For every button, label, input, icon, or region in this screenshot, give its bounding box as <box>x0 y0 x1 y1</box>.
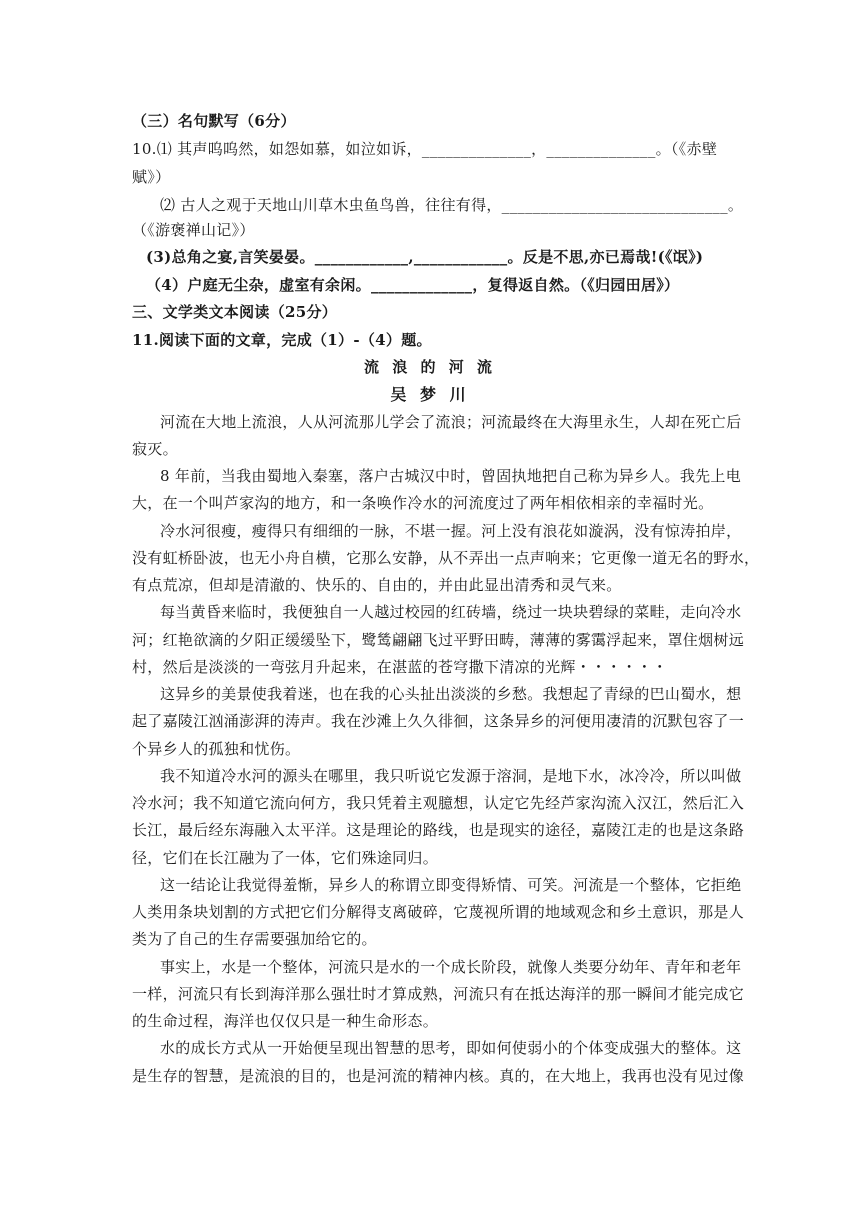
article-line: 这异乡的美景使我着迷，也在我的心头扯出淡淡的乡愁。我想起了青绿的巴山蜀水，想 <box>160 685 742 703</box>
article-line: 冷水河很瘦，瘦得只有细细的一脉，不堪一握。河上没有浪花如漩涡，没有惊涛拍岸， <box>160 522 742 540</box>
question-10-1: 10.⑴ 其声呜呜然，如怨如慕，如泣如诉，______________，______________。（《赤壁 <box>132 140 718 158</box>
article-line: 没有虹桥卧波，也无小舟自横，它那么安静，从不弄出一点声响来；它更像一道无名的野水， <box>132 549 760 567</box>
article-line: 起了嘉陵江汹涌澎湃的涛声。我在沙滩上久久徘徊，这条异乡的河便用凄清的沉默包容了一 <box>132 712 745 730</box>
article-line: 径，它们在长江融为了一体，它们殊途同归。 <box>132 849 439 867</box>
article-line: 河流在大地上流浪，人从河流那儿学会了流浪；河流最终在大海里永生，人却在死亡后 <box>160 413 742 431</box>
question-10-2: ⑵ 古人之观于天地山川草木虫鱼鸟兽，往往有得，_____________________________。 <box>160 196 744 214</box>
article-line: 河；红艳欲滴的夕阳正缓缓坠下，鹭鸶翩翩飞过平野田畴，薄薄的雾霭浮起来，罩住烟树远 <box>132 631 745 649</box>
article-line: 水的成长方式从一开始便呈现出智慧的思考，即如何使弱小的个体变成强大的整体。这 <box>160 1039 742 1057</box>
article-line: 村，然后是淡淡的一弯弦月升起来，在湛蓝的苍穹撒下清凉的光辉・・・・・・ <box>132 658 668 676</box>
article-line: 8 年前，当我由蜀地入秦塞，落户古城汉中时，曾固执地把自己称为异乡人。我先上电 <box>160 467 742 485</box>
part-heading: 三、文学类文本阅读（25分） <box>132 303 338 321</box>
article-line: 这一结论让我觉得羞惭，异乡人的称谓立即变得矫情、可笑。河流是一个整体，它拒绝 <box>160 876 742 894</box>
question-10-1-cont: 赋》） <box>132 168 171 186</box>
article-line: 每当黄昏来临时，我便独自一人越过校园的红砖墙，绕过一块块碧绿的菜畦，走向冷水 <box>160 603 742 621</box>
article-title: 流 浪 的 河 流 <box>364 358 496 376</box>
article-line: 冷水河；我不知道它流向何方，我只凭着主观臆想，认定它先经芦家沟流入汉江，然后汇入 <box>132 794 745 812</box>
question-10-4: （4）户庭无尘杂，虚室有余闲。_____________，复得返自然。（《归园田居》） <box>146 276 680 294</box>
article-line: 长江，最后经东海融入太平洋。这是理论的路线，也是现实的途径，嘉陵江走的也是这条路 <box>132 821 745 839</box>
section-heading: （三）名句默写（6分） <box>132 112 296 130</box>
article-line: 类为了自己的生存需要强加给它的。 <box>132 930 377 948</box>
article-line: 有点荒凉，但却是清澈的、快乐的、自由的，并由此显出清秀和灵气来。 <box>132 576 622 594</box>
question-10-2-cont: （《游褒禅山记》） <box>132 221 255 239</box>
article-line: 事实上，水是一个整体，河流只是水的一个成长阶段，就像人类要分幼年、青年和老年 <box>160 958 742 976</box>
article-line: 我不知道冷水河的源头在哪里，我只听说它发源于溶洞，是地下水，冰冷冷，所以叫做 <box>160 767 742 785</box>
article-line: 的生命过程，海洋也仅仅只是一种生命形态。 <box>132 1012 439 1030</box>
article-line: 一样，河流只有长到海洋那么强壮时才算成熟，河流只有在抵达海洋的那一瞬间才能完成它 <box>132 985 745 1003</box>
article-line: 个异乡人的孤独和忧伤。 <box>132 740 301 758</box>
question-10-3: (3)总角之宴,言笑晏晏。____________,____________。反是不思,亦已焉哉!(《氓》) <box>146 248 704 266</box>
article-line: 寂灭。 <box>132 440 178 458</box>
article-line: 大，在一个叫芦家沟的地方，和一条唤作冷水的河流度过了两年相依相亲的幸福时光。 <box>132 494 714 512</box>
article-author: 吴 梦 川 <box>390 385 470 404</box>
question-11: 11.阅读下面的文章，完成（1）-（4）题。 <box>132 331 432 349</box>
article-line: 人类用条块划割的方式把它们分解得支离破碎，它蔑视所谓的地域观念和乡土意识，那是人 <box>132 903 745 921</box>
article-line: 是生存的智慧，是流浪的目的，也是河流的精神内核。真的，在大地上，我再也没有见过像 <box>132 1067 745 1085</box>
